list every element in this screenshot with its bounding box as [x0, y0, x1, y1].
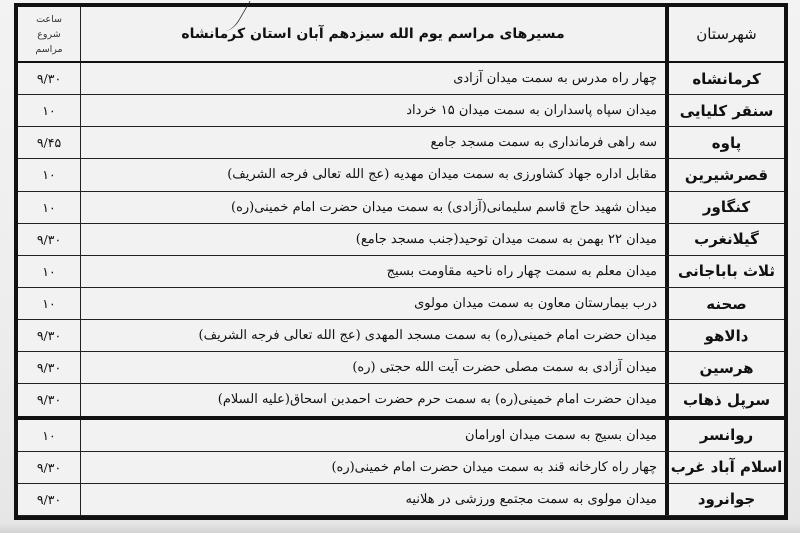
time-cell: ۱۰ [42, 263, 56, 279]
city-cell: هرسین [665, 352, 784, 383]
route-cell: میدان سپاه پاسداران به سمت میدان ۱۵ خرداد [80, 95, 665, 126]
time-cell: ۹/۳۰ [36, 328, 62, 344]
table-row [18, 484, 784, 516]
city-cell: پاوه [665, 127, 784, 158]
header-start-time-line-1: ساعت [36, 13, 62, 25]
table-row [18, 159, 784, 191]
city-cell: قصرشیرین [665, 159, 784, 190]
time-cell: ۹/۳۰ [36, 360, 62, 376]
header-start-time-line-2: شروع [37, 28, 61, 40]
route-cell: میدان ۲۲ بهمن به سمت میدان توحید(جنب مسجد جامع) [80, 224, 665, 255]
time-cell: ۹/۳۰ [36, 71, 62, 87]
table-row [18, 352, 784, 384]
city-cell: کنگاور [665, 192, 784, 223]
route-cell: میدان بسیج به سمت میدان اورامان [80, 420, 665, 451]
route-cell: میدان معلم به سمت چهار راه ناحیه مقاومت بسیج [80, 256, 665, 287]
time-cell: ۹/۳۰ [36, 459, 62, 475]
city-cell: گیلانغرب [665, 224, 784, 255]
time-cell: ۹/۴۵ [36, 135, 62, 151]
page-bottom-edge [0, 523, 800, 533]
time-cell: ۹/۳۰ [36, 231, 62, 247]
city-cell: کرمانشاه [665, 63, 784, 94]
route-cell: مقابل اداره جهاد کشاورزی به سمت میدان مهدیه (عج الله تعالی فرجه الشریف) [80, 159, 665, 190]
table-row [18, 320, 784, 352]
city-cell: جوانرود [665, 484, 784, 515]
table-row [18, 63, 784, 95]
route-cell: میدان آزادی به سمت مصلی حضرت آیت الله حجتی (ره) [80, 352, 665, 383]
route-cell: چهار راه مدرس به سمت میدان آزادی [80, 63, 665, 94]
table-row [18, 420, 784, 452]
time-cell: ۱۰ [42, 103, 56, 119]
table-row [18, 452, 784, 484]
city-cell: صحنه [665, 288, 784, 319]
time-cell: ۱۰ [42, 427, 56, 443]
route-cell: درب بیمارستان معاون به سمت میدان مولوی [80, 288, 665, 319]
table-row [18, 384, 784, 419]
city-cell: سرپل ذهاب [665, 384, 784, 415]
header-city: شهرستان [665, 7, 784, 61]
table-row [18, 95, 784, 127]
table-row [18, 127, 784, 159]
route-cell: میدان مولوی به سمت مجتمع ورزشی در هلانیه [80, 484, 665, 515]
table-row [18, 224, 784, 256]
time-cell: ۹/۳۰ [36, 491, 62, 507]
route-cell: میدان حضرت امام خمینی(ره) به سمت حرم حضرت احمدبن اسحاق(علیه السلام) [80, 384, 665, 415]
ceremony-routes-table [14, 3, 788, 520]
time-cell: ۱۰ [42, 167, 56, 183]
route-cell: چهار راه کارخانه قند به سمت میدان حضرت امام خمینی(ره) [80, 452, 665, 483]
city-cell: اسلام آباد غرب [665, 452, 784, 483]
route-cell: میدان حضرت امام خمینی(ره) به سمت مسجد المهدی (عج الله تعالی فرجه الشریف) [80, 320, 665, 351]
header-routes-title: مسیرهای مراسم یوم الله سیزدهم آبان استان کرمانشاه [80, 7, 665, 61]
route-cell: میدان شهید حاج قاسم سلیمانی(آزادی) به سمت میدان حضرت امام خمینی(ره) [80, 192, 665, 223]
city-cell: ثلاث باباجانی [665, 256, 784, 287]
time-cell: ۱۰ [42, 199, 56, 215]
header-start-time [18, 7, 80, 61]
table-header-row [18, 7, 784, 63]
header-start-time-line-3: مراسم [35, 43, 63, 55]
table-row [18, 192, 784, 224]
route-cell: سه راهی فرمانداری به سمت مسجد جامع [80, 127, 665, 158]
city-cell: روانسر [665, 420, 784, 451]
city-cell: سنقر کلیایی [665, 95, 784, 126]
city-cell: دالاهو [665, 320, 784, 351]
table-row [18, 256, 784, 288]
time-cell: ۹/۳۰ [36, 392, 62, 408]
time-cell: ۱۰ [42, 296, 56, 312]
table-row [18, 288, 784, 320]
